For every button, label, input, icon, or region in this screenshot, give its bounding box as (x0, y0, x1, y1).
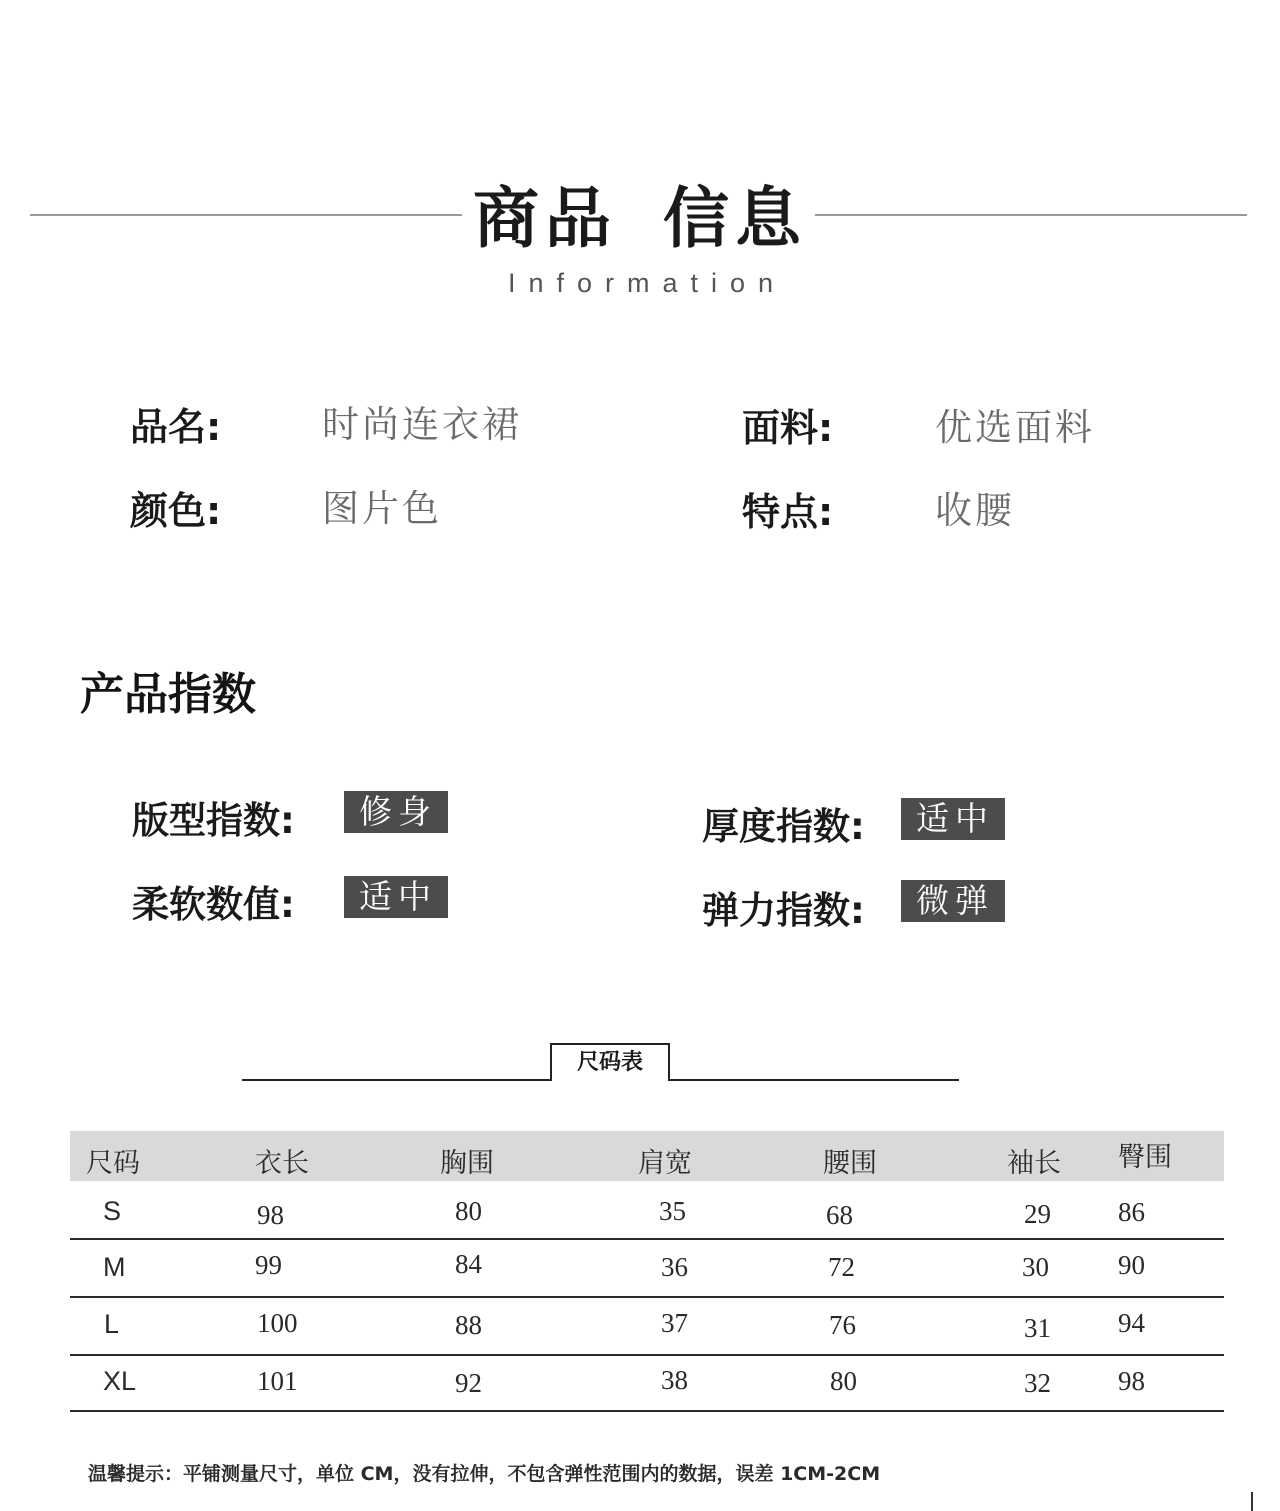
header-hip: 臀围 (1118, 1142, 1172, 1173)
fabric-label: 面料: (742, 406, 834, 450)
softness-value-badge: 适中 (344, 876, 448, 918)
table-cell: 32 (1024, 1368, 1051, 1398)
name-value: 时尚连衣裙 (322, 403, 522, 446)
fabric-value: 优选面料 (935, 406, 1095, 449)
page-title-part2: 信息 (663, 180, 807, 257)
table-cell: 88 (455, 1310, 482, 1340)
table-cell: 100 (257, 1308, 298, 1338)
table-cell: 94 (1118, 1308, 1145, 1338)
thickness-index-label: 厚度指数: (702, 805, 865, 848)
product-index-title: 产品指数 (80, 669, 256, 720)
feature-label: 特点: (742, 490, 834, 534)
table-cell: 76 (829, 1310, 856, 1340)
table-cell: 31 (1024, 1313, 1051, 1343)
table-cell: XL (103, 1366, 137, 1396)
table-cell: 68 (826, 1200, 853, 1230)
table-row-divider (70, 1296, 1224, 1298)
header-shoulder: 肩宽 (638, 1148, 692, 1179)
table-cell: 72 (828, 1252, 855, 1282)
table-cell: 84 (455, 1249, 482, 1279)
header-waist: 腰围 (823, 1148, 877, 1179)
fit-index-badge: 修身 (344, 791, 448, 833)
fit-index-label: 版型指数: (132, 799, 295, 842)
table-row-divider (70, 1238, 1224, 1240)
name-label: 品名: (130, 405, 222, 449)
softness-value-label: 柔软数值: (132, 883, 295, 926)
header-length: 衣长 (255, 1148, 309, 1179)
table-cell: S (103, 1196, 122, 1226)
table-cell: 38 (661, 1365, 688, 1395)
corner-mark (1251, 1492, 1253, 1511)
table-cell: 90 (1118, 1250, 1145, 1280)
table-cell: L (104, 1309, 120, 1339)
table-cell: 37 (661, 1308, 688, 1338)
table-cell: 36 (661, 1252, 688, 1282)
table-cell: 86 (1118, 1197, 1145, 1227)
thickness-index-badge: 适中 (901, 798, 1005, 840)
table-cell: 29 (1024, 1199, 1051, 1229)
elasticity-index-label: 弹力指数: (702, 889, 865, 932)
table-cell: 99 (255, 1250, 282, 1280)
table-cell: 101 (257, 1366, 298, 1396)
measurement-note: 温馨提示：平铺测量尺寸，单位 CM，没有拉伸，不包含弹性范围内的数据，误差 1CM-2CM (88, 1463, 881, 1485)
table-row-divider (70, 1354, 1224, 1356)
table-cell: 35 (659, 1196, 686, 1226)
page-title-part1: 商品 (473, 180, 617, 257)
table-cell: 30 (1022, 1252, 1049, 1282)
page-title (0, 165, 1280, 260)
size-chart-caption: 尺码表 (550, 1043, 670, 1081)
table-cell: M (103, 1252, 126, 1282)
elasticity-index-badge: 微弹 (901, 880, 1005, 922)
table-cell: 98 (1118, 1366, 1145, 1396)
feature-value: 收腰 (935, 489, 1015, 532)
header-size: 尺码 (86, 1148, 140, 1179)
table-cell: 80 (830, 1366, 857, 1396)
header-sleeve: 袖长 (1007, 1148, 1061, 1179)
table-cell: 80 (455, 1196, 482, 1226)
color-label: 颜色: (130, 489, 222, 533)
page-subtitle: Information (507, 268, 787, 298)
header-chest: 胸围 (440, 1148, 494, 1179)
table-bottom-rule (70, 1410, 1224, 1412)
table-cell: 98 (257, 1200, 284, 1230)
table-cell: 92 (455, 1368, 482, 1398)
color-value: 图片色 (322, 487, 442, 530)
